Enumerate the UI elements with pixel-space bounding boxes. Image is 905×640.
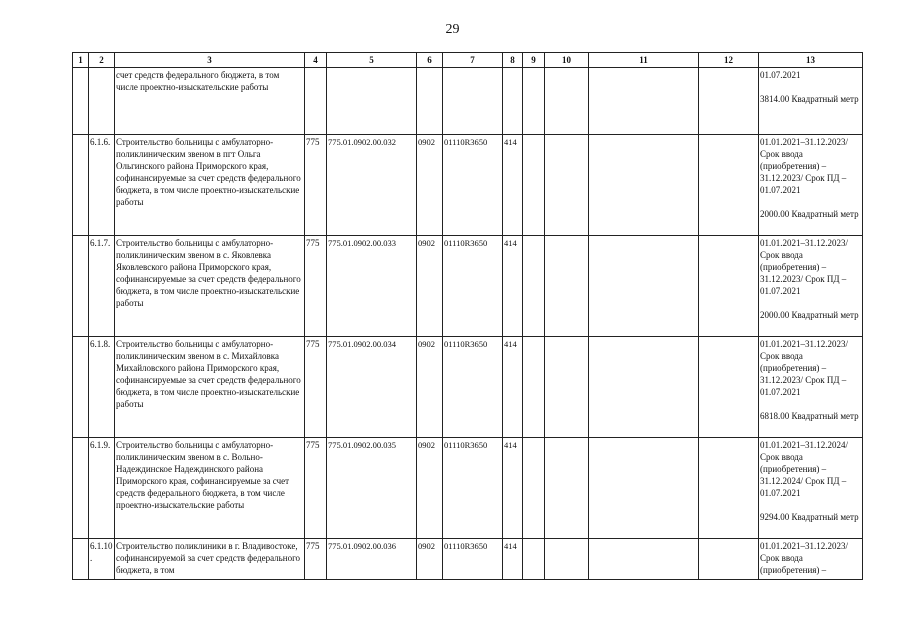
col-header: 2 (89, 53, 115, 68)
header-row (73, 53, 863, 68)
cell-section: 0902 (417, 337, 443, 438)
col-header: 1 (73, 53, 89, 68)
col-header: 4 (305, 53, 327, 68)
col-header: 3 (115, 53, 305, 68)
col-header: 5 (327, 53, 417, 68)
budget-table (72, 52, 863, 580)
cell-object-code: 775.01.0902.00.034 (327, 337, 417, 438)
cell-period: 01.01.2021–31.12.2023/ Срок ввода (приобретения) – 31.12.2023/ Срок ПД – 01.07.2021 2000.00 Квадратный метр (759, 135, 863, 236)
page-number: 29 (445, 22, 460, 37)
cell-kind: 414 (503, 539, 523, 580)
table-row (73, 68, 863, 135)
cell-target: 01110R3650 (443, 438, 503, 539)
row-number: 6.1.7. (89, 236, 115, 337)
cell-code: 775 (305, 438, 327, 539)
cell-code (305, 68, 327, 135)
cell-target: 01110R3650 (443, 135, 503, 236)
col-header: 8 (503, 53, 523, 68)
cell-section: 0902 (417, 438, 443, 539)
cell-period: 01.01.2021–31.12.2023/ Срок ввода (приобретения) – 31.12.2023/ Срок ПД – 01.07.2021 6818.00 Квадратный метр (759, 337, 863, 438)
cell-object-code (327, 68, 417, 135)
cell-period: 01.01.2021–31.12.2023/ Срок ввода (приобретения) – (759, 539, 863, 580)
row-description: Строительство больницы с амбулаторно-поликлиническим звеном в с. Вольно-Надеждинское Надеждинского района Приморского края, софинансируемые за счет средств федерального бюджета, в том числе проектно-изыскательские работы (115, 438, 305, 539)
cell-code: 775 (305, 236, 327, 337)
row-number: 6.1.8. (89, 337, 115, 438)
cell-code: 775 (305, 539, 327, 580)
cell-target: 01110R3650 (443, 337, 503, 438)
cell-kind: 414 (503, 337, 523, 438)
cell-section: 0902 (417, 236, 443, 337)
cell-code: 775 (305, 135, 327, 236)
table-row (73, 236, 863, 337)
cell-target: 01110R3650 (443, 236, 503, 337)
row-description: счет средств федерального бюджета, в том числе проектно-изыскательские работы (115, 68, 305, 135)
table-row (73, 337, 863, 438)
table-row (73, 135, 863, 236)
table-row (73, 539, 863, 580)
cell-section (417, 68, 443, 135)
cell-kind: 414 (503, 438, 523, 539)
row-number: 6.1.6. (89, 135, 115, 236)
cell-period: 01.07.2021 3814.00 Квадратный метр (759, 68, 863, 135)
cell-object-code: 775.01.0902.00.033 (327, 236, 417, 337)
col-header: 6 (417, 53, 443, 68)
col-header: 7 (443, 53, 503, 68)
row-number (89, 68, 115, 135)
row-description: Строительство больницы с амбулаторно-поликлиническим звеном в с. Михайловка Михайловского района Приморского края, софинансируемые за счет средств федерального бюджета, в том числе проектно-изыскательские работы (115, 337, 305, 438)
row-description: Строительство больницы с амбулаторно-поликлиническим звеном в с. Яковлевка Яковлевского района Приморского края, софинансируемые за счет средств федерального бюджета, в том числе проектно-изыскательские работы (115, 236, 305, 337)
row-description: Строительство больницы с амбулаторно-поликлиническим звеном в пгт Ольга Ольгинского района Приморского края, софинансируемые за счет средств федерального бюджета, в том числе проектно-изыскательские работы (115, 135, 305, 236)
col-header: 9 (523, 53, 545, 68)
cell-kind (503, 68, 523, 135)
cell-object-code: 775.01.0902.00.032 (327, 135, 417, 236)
cell-object-code: 775.01.0902.00.036 (327, 539, 417, 580)
cell-object-code: 775.01.0902.00.035 (327, 438, 417, 539)
cell-target (443, 68, 503, 135)
cell-section: 0902 (417, 135, 443, 236)
cell-target: 01110R3650 (443, 539, 503, 580)
col-header: 11 (589, 53, 699, 68)
cell-kind: 414 (503, 236, 523, 337)
col-header: 12 (699, 53, 759, 68)
row-number: 6.1.9. (89, 438, 115, 539)
cell-period: 01.01.2021–31.12.2024/ Срок ввода (приобретения) – 31.12.2024/ Срок ПД – 01.07.2021 9294.00 Квадратный метр (759, 438, 863, 539)
table-row (73, 438, 863, 539)
cell-kind: 414 (503, 135, 523, 236)
row-description: Строительство поликлиники в г. Владивостоке, софинансируемой за счет средств федерального бюджета, в том (115, 539, 305, 580)
cell-section: 0902 (417, 539, 443, 580)
col-header: 13 (759, 53, 863, 68)
col-header: 10 (545, 53, 589, 68)
cell-code: 775 (305, 337, 327, 438)
row-number: 6.1.10. (89, 539, 115, 580)
cell-period: 01.01.2021–31.12.2023/ Срок ввода (приобретения) – 31.12.2023/ Срок ПД – 01.07.2021 2000.00 Квадратный метр (759, 236, 863, 337)
